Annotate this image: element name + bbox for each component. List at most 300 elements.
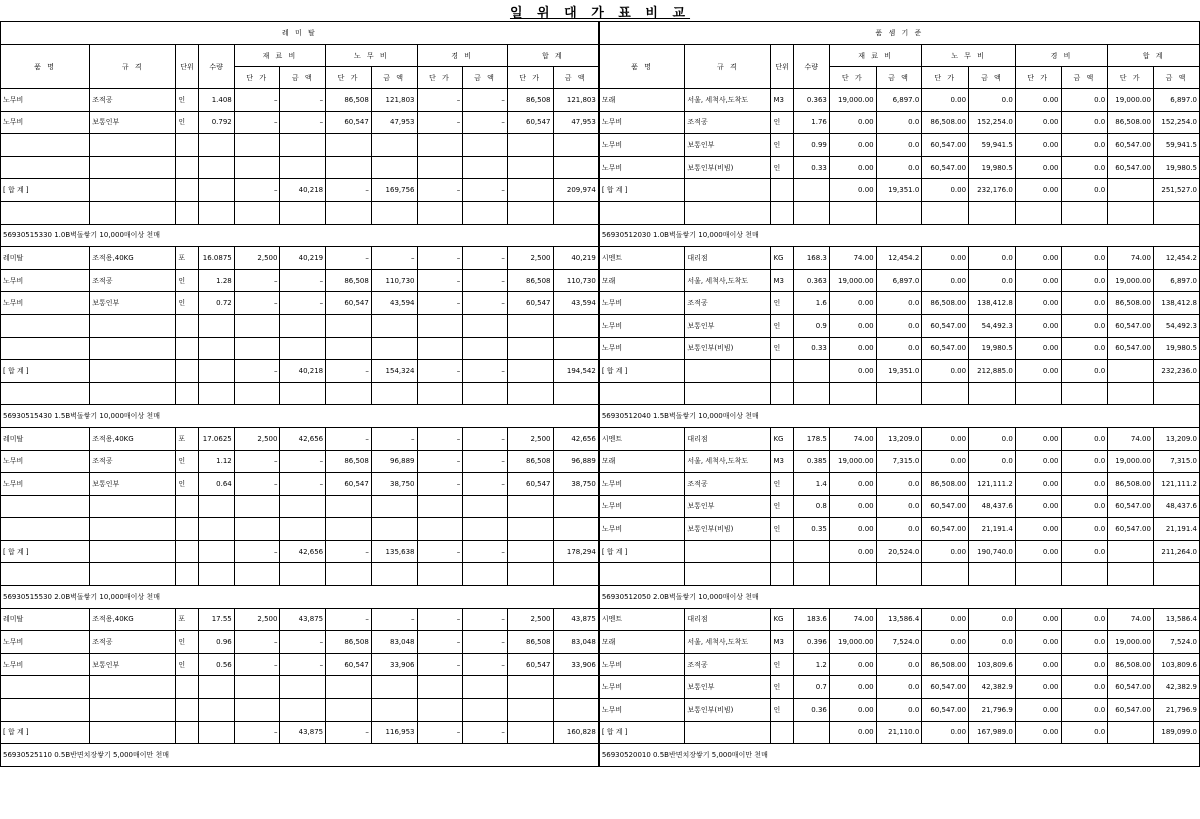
col-unit-header: 단위: [771, 45, 793, 89]
table-cell: [507, 134, 553, 157]
table-cell: [198, 495, 234, 518]
total-cell: 189,099.0: [1153, 721, 1199, 744]
total-cell: 0.00: [922, 179, 969, 202]
total-cell: 251,527.0: [1153, 179, 1199, 202]
table-cell: [90, 134, 176, 157]
table-cell: 보통인부(비빔): [685, 699, 771, 722]
total-cell: 232,176.0: [969, 179, 1016, 202]
table-cell: 인: [176, 89, 198, 112]
total-cell: –: [326, 360, 372, 383]
total-cell: –: [234, 540, 280, 563]
table-cell: 1.4: [793, 473, 829, 496]
total-cell: 42,656: [280, 540, 326, 563]
table-cell: 0.0: [969, 89, 1016, 112]
table-cell: 인: [771, 314, 793, 337]
col-spec-header: 규 격: [685, 45, 771, 89]
table-cell: 60,547.00: [1108, 156, 1154, 179]
table-cell: 21,191.4: [969, 518, 1016, 541]
table-cell: 0.00: [829, 518, 876, 541]
table-cell: 60,547.00: [922, 518, 969, 541]
total-cell: 212,885.0: [969, 360, 1016, 383]
table-cell: [176, 676, 198, 699]
table-cell: 조적공: [685, 292, 771, 315]
table-cell: 0.00: [829, 156, 876, 179]
table-cell: 0.0: [1061, 699, 1108, 722]
table-cell: 0.0: [876, 111, 922, 134]
table-cell: 인: [771, 495, 793, 518]
table-cell: 노무비: [1, 450, 90, 473]
table-cell: 96,889: [553, 450, 599, 473]
table-cell: 60,547.00: [922, 495, 969, 518]
table-cell: 60,547: [326, 653, 372, 676]
table-cell: 0.0: [969, 427, 1016, 450]
table-cell: 보통인부: [90, 111, 176, 134]
total-cell: 0.00: [1015, 179, 1061, 202]
table-cell: 0.0: [876, 676, 922, 699]
table-cell: 인: [771, 653, 793, 676]
table-row: [1, 653, 1200, 676]
table-cell: [553, 699, 599, 722]
table-cell: 0.64: [198, 473, 234, 496]
table-cell: 0.00: [1015, 473, 1061, 496]
table-cell: 42,656: [553, 427, 599, 450]
table-cell: 노무비: [1, 111, 90, 134]
table-cell: –: [463, 427, 508, 450]
table-cell: 0.00: [922, 247, 969, 270]
table-cell: [326, 156, 372, 179]
table-cell: [507, 495, 553, 518]
total-cell: [1108, 179, 1154, 202]
table-cell: 43,875: [553, 608, 599, 631]
table-cell: 0.00: [829, 111, 876, 134]
table-cell: 21,191.4: [1153, 518, 1199, 541]
table-cell: 86,508.00: [922, 473, 969, 496]
table-cell: 인: [771, 111, 793, 134]
table-cell: 0.0: [1061, 156, 1108, 179]
total-cell: 0.00: [922, 540, 969, 563]
total-cell: 40,218: [280, 179, 326, 202]
table-row: [1, 314, 1200, 337]
title-text: 일 위 대 가 표 비 교: [509, 6, 691, 21]
table-cell: 86,508: [507, 631, 553, 654]
table-cell: [326, 676, 372, 699]
table-cell: [90, 314, 176, 337]
table-cell: 인: [176, 292, 198, 315]
table-cell: M3: [771, 89, 793, 112]
table-cell: [417, 676, 463, 699]
table-cell: –: [280, 473, 326, 496]
table-cell: –: [280, 111, 326, 134]
table-cell: 인: [771, 699, 793, 722]
table-cell: 121,111.2: [969, 473, 1016, 496]
table-cell: 0.00: [1015, 247, 1061, 270]
table-cell: –: [234, 473, 280, 496]
table-cell: –: [417, 653, 463, 676]
table-cell: 17.0625: [198, 427, 234, 450]
table-cell: 시멘트: [599, 247, 685, 270]
table-cell: 0.00: [829, 314, 876, 337]
table-cell: 조적공: [90, 89, 176, 112]
table-cell: 2,500: [507, 427, 553, 450]
table-cell: [463, 699, 508, 722]
table-cell: 1.408: [198, 89, 234, 112]
table-cell: 19,000.00: [1108, 89, 1154, 112]
table-cell: [198, 676, 234, 699]
table-cell: 60,547.00: [1108, 337, 1154, 360]
table-cell: 60,547: [326, 292, 372, 315]
table-cell: KG: [771, 247, 793, 270]
table-row: [1, 518, 1200, 541]
left-section-code: 56930525110 0.5B반면치장쌓기 5,000매이만 천매: [1, 744, 599, 767]
table-cell: 인: [771, 292, 793, 315]
col-expense-header: 경 비: [1015, 45, 1107, 67]
table-cell: [417, 518, 463, 541]
table-cell: [234, 495, 280, 518]
table-cell: 12,454.2: [1153, 247, 1199, 270]
table-cell: 59,941.5: [969, 134, 1016, 157]
table-cell: [417, 495, 463, 518]
table-cell: –: [326, 247, 372, 270]
table-cell: [553, 134, 599, 157]
table-cell: 서울, 세척사,도착도: [685, 450, 771, 473]
table-cell: 조적공: [685, 111, 771, 134]
table-cell: 1.6: [793, 292, 829, 315]
table-cell: 42,382.9: [969, 676, 1016, 699]
total-cell: 167,989.0: [969, 721, 1016, 744]
table-cell: 노무비: [599, 134, 685, 157]
col-qty-header: 수량: [198, 45, 234, 89]
table-cell: 0.0: [969, 631, 1016, 654]
total-cell: 211,264.0: [1153, 540, 1199, 563]
amount-header: 금 액: [1153, 67, 1199, 89]
table-cell: 레미탈: [1, 608, 90, 631]
total-cell: [176, 721, 198, 744]
table-cell: 0.00: [1015, 631, 1061, 654]
table-cell: –: [234, 631, 280, 654]
total-cell: [ 합 계 ]: [599, 721, 685, 744]
table-cell: 0.96: [198, 631, 234, 654]
table-cell: [176, 337, 198, 360]
table-cell: 노무비: [599, 292, 685, 315]
table-cell: [553, 676, 599, 699]
total-cell: –: [463, 721, 508, 744]
table-cell: [326, 699, 372, 722]
table-cell: 서울, 세척사,도착도: [685, 631, 771, 654]
table-cell: [90, 495, 176, 518]
table-cell: [371, 676, 417, 699]
total-cell: –: [463, 540, 508, 563]
amount-header: 금 액: [1061, 67, 1108, 89]
table-cell: 0.0: [876, 473, 922, 496]
table-cell: 48,437.6: [969, 495, 1016, 518]
table-cell: [417, 699, 463, 722]
table-cell: 60,547.00: [922, 676, 969, 699]
total-cell: –: [326, 540, 372, 563]
table-cell: 대리점: [685, 608, 771, 631]
total-cell: [793, 540, 829, 563]
section-code-row: [1, 405, 1200, 428]
table-cell: [1, 699, 90, 722]
total-cell: 19,351.0: [876, 360, 922, 383]
table-row: [1, 631, 1200, 654]
spacer-row: [1, 201, 1200, 224]
table-cell: 74.00: [1108, 427, 1154, 450]
table-cell: 86,508.00: [1108, 473, 1154, 496]
table-cell: 19,000.00: [1108, 269, 1154, 292]
unit-price-header: 단 가: [234, 67, 280, 89]
table-row: [1, 450, 1200, 473]
table-cell: 1.76: [793, 111, 829, 134]
total-cell: 0.00: [829, 721, 876, 744]
unit-price-header: 단 가: [1108, 67, 1154, 89]
table-cell: –: [463, 292, 508, 315]
spacer-row: [1, 563, 1200, 586]
table-cell: 0.0: [876, 518, 922, 541]
table-cell: 노무비: [1, 631, 90, 654]
table-cell: [553, 495, 599, 518]
total-cell: 0.00: [829, 540, 876, 563]
table-row: [1, 676, 1200, 699]
table-cell: 0.00: [829, 495, 876, 518]
table-cell: 보통인부: [685, 134, 771, 157]
table-cell: 86,508.00: [1108, 292, 1154, 315]
table-cell: [463, 518, 508, 541]
column-header-row: [1, 45, 1200, 67]
table-cell: –: [280, 292, 326, 315]
table-cell: 0.00: [829, 134, 876, 157]
table-cell: 모래: [599, 450, 685, 473]
table-cell: 43,875: [280, 608, 326, 631]
table-cell: 2,500: [234, 608, 280, 631]
table-cell: 0.0: [1061, 473, 1108, 496]
table-cell: [176, 314, 198, 337]
total-cell: 135,638: [371, 540, 417, 563]
table-cell: 86,508: [326, 450, 372, 473]
table-cell: [326, 337, 372, 360]
table-cell: 42,382.9: [1153, 676, 1199, 699]
total-cell: [685, 360, 771, 383]
table-cell: 60,547: [507, 292, 553, 315]
table-cell: [234, 314, 280, 337]
table-cell: 0.0: [876, 699, 922, 722]
total-row: [1, 179, 1200, 202]
total-cell: [685, 179, 771, 202]
table-cell: [198, 314, 234, 337]
total-cell: [198, 360, 234, 383]
table-cell: 60,547: [507, 473, 553, 496]
table-cell: 7,524.0: [876, 631, 922, 654]
table-cell: 0.33: [793, 337, 829, 360]
table-cell: 60,547.00: [1108, 699, 1154, 722]
total-row: [1, 540, 1200, 563]
table-cell: 60,547.00: [1108, 495, 1154, 518]
table-cell: 2,500: [507, 247, 553, 270]
table-cell: 0.00: [829, 676, 876, 699]
table-cell: 0.0: [1061, 111, 1108, 134]
table-cell: 60,547.00: [922, 156, 969, 179]
total-cell: [793, 360, 829, 383]
table-cell: 21,796.9: [969, 699, 1016, 722]
table-cell: 0.0: [1061, 89, 1108, 112]
total-cell: –: [463, 360, 508, 383]
table-cell: –: [234, 653, 280, 676]
table-cell: 152,254.0: [1153, 111, 1199, 134]
total-cell: [198, 721, 234, 744]
table-cell: 보통인부: [90, 292, 176, 315]
table-cell: 모래: [599, 269, 685, 292]
total-cell: 0.00: [829, 360, 876, 383]
table-cell: 86,508.00: [922, 292, 969, 315]
table-cell: 48,437.6: [1153, 495, 1199, 518]
table-cell: 0.00: [922, 269, 969, 292]
table-cell: 86,508: [507, 89, 553, 112]
table-cell: 0.0: [876, 292, 922, 315]
table-cell: KG: [771, 427, 793, 450]
table-cell: [90, 676, 176, 699]
total-cell: 232,236.0: [1153, 360, 1199, 383]
table-cell: 인: [771, 676, 793, 699]
table-cell: 0.99: [793, 134, 829, 157]
table-cell: 보통인부: [685, 314, 771, 337]
table-cell: [463, 156, 508, 179]
table-cell: 조적공: [685, 653, 771, 676]
table-cell: –: [371, 247, 417, 270]
table-cell: 152,254.0: [969, 111, 1016, 134]
table-cell: 0.0: [969, 247, 1016, 270]
right-section-code: 56930520010 0.5B반면치장쌓기 5,000매이만 천매: [599, 744, 1200, 767]
total-cell: [ 합 계 ]: [1, 360, 90, 383]
table-cell: 60,547: [326, 473, 372, 496]
table-cell: [553, 156, 599, 179]
table-cell: 1.12: [198, 450, 234, 473]
table-cell: 2,500: [234, 427, 280, 450]
total-cell: [771, 360, 793, 383]
table-cell: 보통인부: [685, 676, 771, 699]
table-cell: 0.36: [793, 699, 829, 722]
total-cell: –: [417, 721, 463, 744]
table-row: [1, 247, 1200, 270]
unit-price-header: 단 가: [829, 67, 876, 89]
right-section-code: 56930512030 1.0B벽돌쌓기 10,000매이상 천매: [599, 224, 1200, 247]
total-cell: 116,953: [371, 721, 417, 744]
table-cell: [1, 676, 90, 699]
table-cell: 인: [771, 156, 793, 179]
table-cell: 0.0: [876, 314, 922, 337]
table-cell: 0.0: [876, 653, 922, 676]
table-cell: [234, 337, 280, 360]
table-cell: [176, 699, 198, 722]
col-material-header: 재 료 비: [234, 45, 325, 67]
table-cell: –: [234, 89, 280, 112]
table-cell: 40,219: [280, 247, 326, 270]
table-cell: –: [234, 292, 280, 315]
total-cell: –: [417, 179, 463, 202]
table-cell: [417, 134, 463, 157]
table-cell: 0.00: [1015, 156, 1061, 179]
table-cell: 노무비: [599, 314, 685, 337]
total-cell: [685, 721, 771, 744]
table-cell: 0.0: [1061, 450, 1108, 473]
table-cell: 레미탈: [1, 427, 90, 450]
table-cell: [198, 518, 234, 541]
table-cell: –: [280, 631, 326, 654]
table-cell: 보통인부(비빔): [685, 337, 771, 360]
table-cell: [198, 134, 234, 157]
table-cell: 0.00: [1015, 269, 1061, 292]
table-cell: –: [280, 450, 326, 473]
table-cell: 0.00: [1015, 111, 1061, 134]
table-cell: 0.0: [969, 450, 1016, 473]
right-group-header: 품 셈 기 준: [599, 22, 1200, 45]
table-cell: 0.0: [1061, 518, 1108, 541]
total-cell: 0.0: [1061, 179, 1108, 202]
table-cell: 183.6: [793, 608, 829, 631]
table-cell: 0.0: [1061, 631, 1108, 654]
total-cell: –: [234, 179, 280, 202]
table-cell: 조적용,40KG: [90, 427, 176, 450]
table-cell: 노무비: [1, 89, 90, 112]
table-cell: 0.0: [876, 156, 922, 179]
table-cell: 대리점: [685, 427, 771, 450]
table-cell: 조적공: [90, 269, 176, 292]
table-cell: –: [463, 269, 508, 292]
total-cell: 40,218: [280, 360, 326, 383]
table-cell: 7,315.0: [1153, 450, 1199, 473]
table-cell: [1, 134, 90, 157]
table-cell: 포: [176, 608, 198, 631]
table-row: [1, 89, 1200, 112]
table-cell: 인: [771, 134, 793, 157]
total-cell: –: [234, 721, 280, 744]
amount-header: 금 액: [876, 67, 922, 89]
table-cell: 노무비: [599, 699, 685, 722]
col-expense-header: 경 비: [417, 45, 507, 67]
table-cell: 86,508.00: [922, 653, 969, 676]
table-cell: 0.00: [922, 450, 969, 473]
col-labor-header: 노 무 비: [922, 45, 1016, 67]
total-cell: 0.00: [922, 721, 969, 744]
table-cell: 60,547.00: [922, 314, 969, 337]
total-cell: [ 합 계 ]: [1, 179, 90, 202]
total-cell: [198, 179, 234, 202]
total-cell: [90, 179, 176, 202]
table-cell: [507, 314, 553, 337]
table-cell: 레미탈: [1, 247, 90, 270]
table-cell: 13,586.4: [1153, 608, 1199, 631]
unit-price-header: 단 가: [922, 67, 969, 89]
table-cell: 47,953: [553, 111, 599, 134]
table-cell: 16.0875: [198, 247, 234, 270]
table-cell: 110,730: [553, 269, 599, 292]
table-cell: 54,492.3: [1153, 314, 1199, 337]
total-cell: [176, 360, 198, 383]
table-cell: 6,897.0: [876, 269, 922, 292]
table-cell: [90, 337, 176, 360]
table-cell: 86,508: [326, 89, 372, 112]
table-cell: [371, 134, 417, 157]
table-cell: 47,953: [371, 111, 417, 134]
table-cell: 2,500: [507, 608, 553, 631]
table-cell: 138,412.8: [1153, 292, 1199, 315]
table-cell: [90, 518, 176, 541]
table-cell: [90, 156, 176, 179]
table-cell: 7,524.0: [1153, 631, 1199, 654]
total-cell: [793, 179, 829, 202]
table-cell: 인: [771, 337, 793, 360]
total-cell: 19,351.0: [876, 179, 922, 202]
table-cell: 1.28: [198, 269, 234, 292]
total-cell: –: [463, 179, 508, 202]
